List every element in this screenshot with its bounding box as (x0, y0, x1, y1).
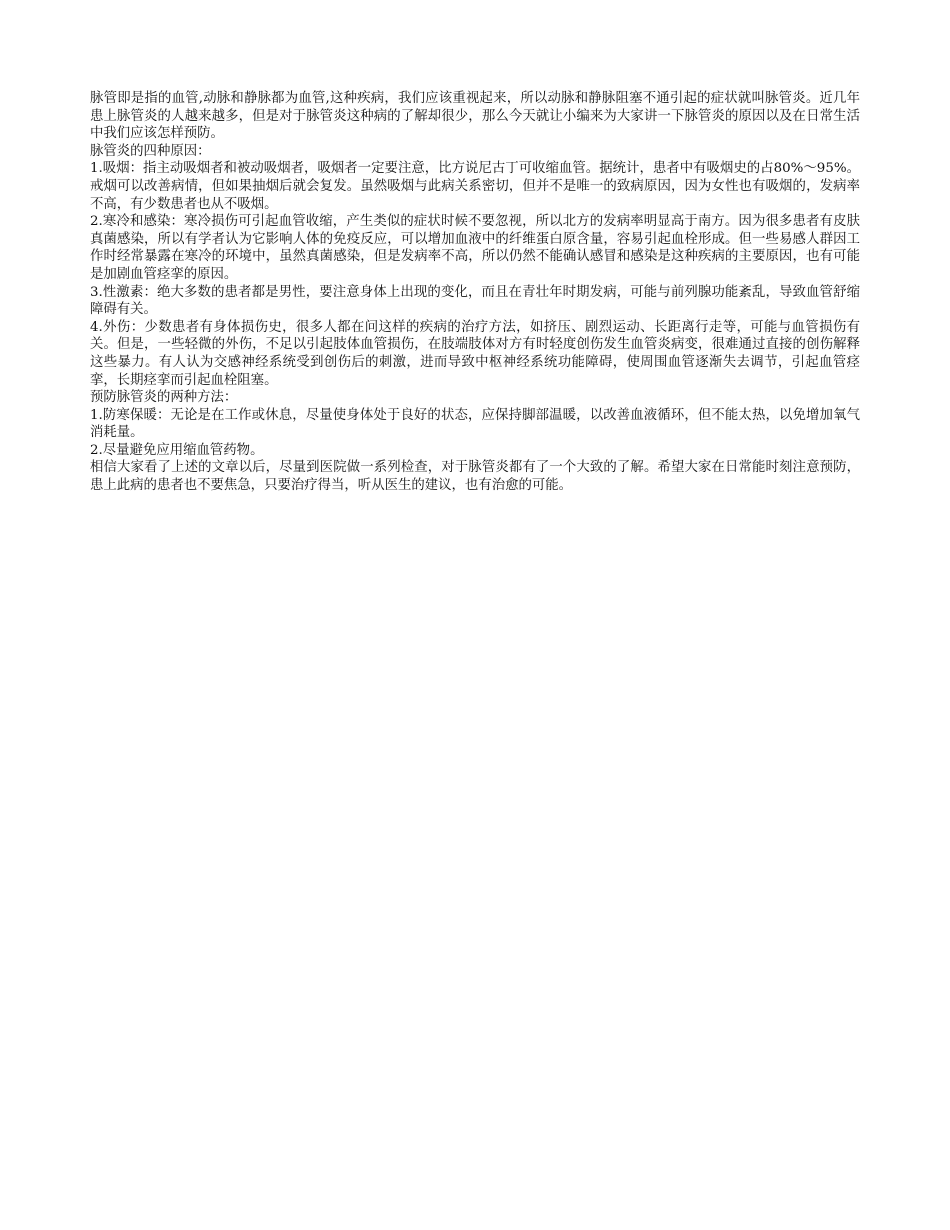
prevention-item-medication: 2.尽量避免应用缩血管药物。 (90, 442, 264, 458)
cause-item-cold-infection: 2.寒冷和感染：寒冷损伤可引起血管收缩，产生类似的症状时候不要忽视，所以北方的发病率明显高于南方。因为很多患者有皮肤真菌感染，所以有学者认为它影响人体的免疫反应，可以增加血液中的纤维蛋白原含量，容易引起血栓形成。但一些易感人群因工作时经常暴露在寒冷的环境中，虽然真菌感染，但是发病率不高，所以仍然不能确认感冒和感染是这种疾病的主要原因，也有可能是加剧血管痉挛的原因。 (90, 214, 860, 282)
document-body (90, 90, 860, 495)
section-heading-prevention: 预防脉管炎的两种方法： (90, 390, 238, 406)
cause-item-smoking: 1.吸烟：指主动吸烟者和被动吸烟者，吸烟者一定要注意，比方说尼古丁可收缩血管。据统计，患者中有吸烟史的占80%～95%。戒烟可以改善病情，但如果抽烟后就会复发。虽然吸烟与此病关系密切，但并不是唯一的致病原因，因为女性也有吸烟的，发病率不高，有少数患者也从不吸烟。 (90, 161, 860, 212)
closing-paragraph: 相信大家看了上述的文章以后，尽量到医院做一系列检查，对于脉管炎都有了一个大致的了解。希望大家在日常能时刻注意预防，患上此病的患者也不要焦急，只要治疗得当，听从医生的建议，也有治愈的可能。 (90, 460, 860, 494)
cause-item-hormones: 3.性激素：绝大多数的患者都是男性，要注意身体上出现的变化，而且在青壮年时期发病，可能与前列腺功能紊乱，导致血管舒缩障碍有关。 (90, 284, 860, 318)
prevention-item-warmth: 1.防寒保暖：无论是在工作或休息，尽量使身体处于良好的状态，应保持脚部温暖，以改善血液循环，但不能太热，以免增加氧气消耗量。 (90, 407, 860, 441)
section-heading-causes: 脉管炎的四种原因： (90, 143, 211, 159)
cause-item-trauma: 4.外伤：少数患者有身体损伤史，很多人都在问这样的疾病的治疗方法，如挤压、剧烈运动、长距离行走等，可能与血管损伤有关。但是，一些轻微的外伤，不足以引起肢体血管损伤，在肢端肢体对方有时轻度创伤发生血管炎病变，很难通过直接的创伤解释这些暴力。有人认为交感神经系统受到创伤后的刺激，进而导致中枢神经系统功能障碍，使周围血管逐渐失去调节，引起血管痉挛，长期痉挛而引起血栓阻塞。 (90, 319, 860, 388)
intro-paragraph: 脉管即是指的血管,动脉和静脉都为血管,这种疾病，我们应该重视起来，所以动脉和静脉阻塞不通引起的症状就叫脉管炎。近几年患上脉管炎的人越来越多，但是对于脉管炎这种病的了解却很少，那么今天就让小编来为大家讲一下脉管炎的原因以及在日常生活中我们应该怎样预防。 (90, 91, 860, 142)
